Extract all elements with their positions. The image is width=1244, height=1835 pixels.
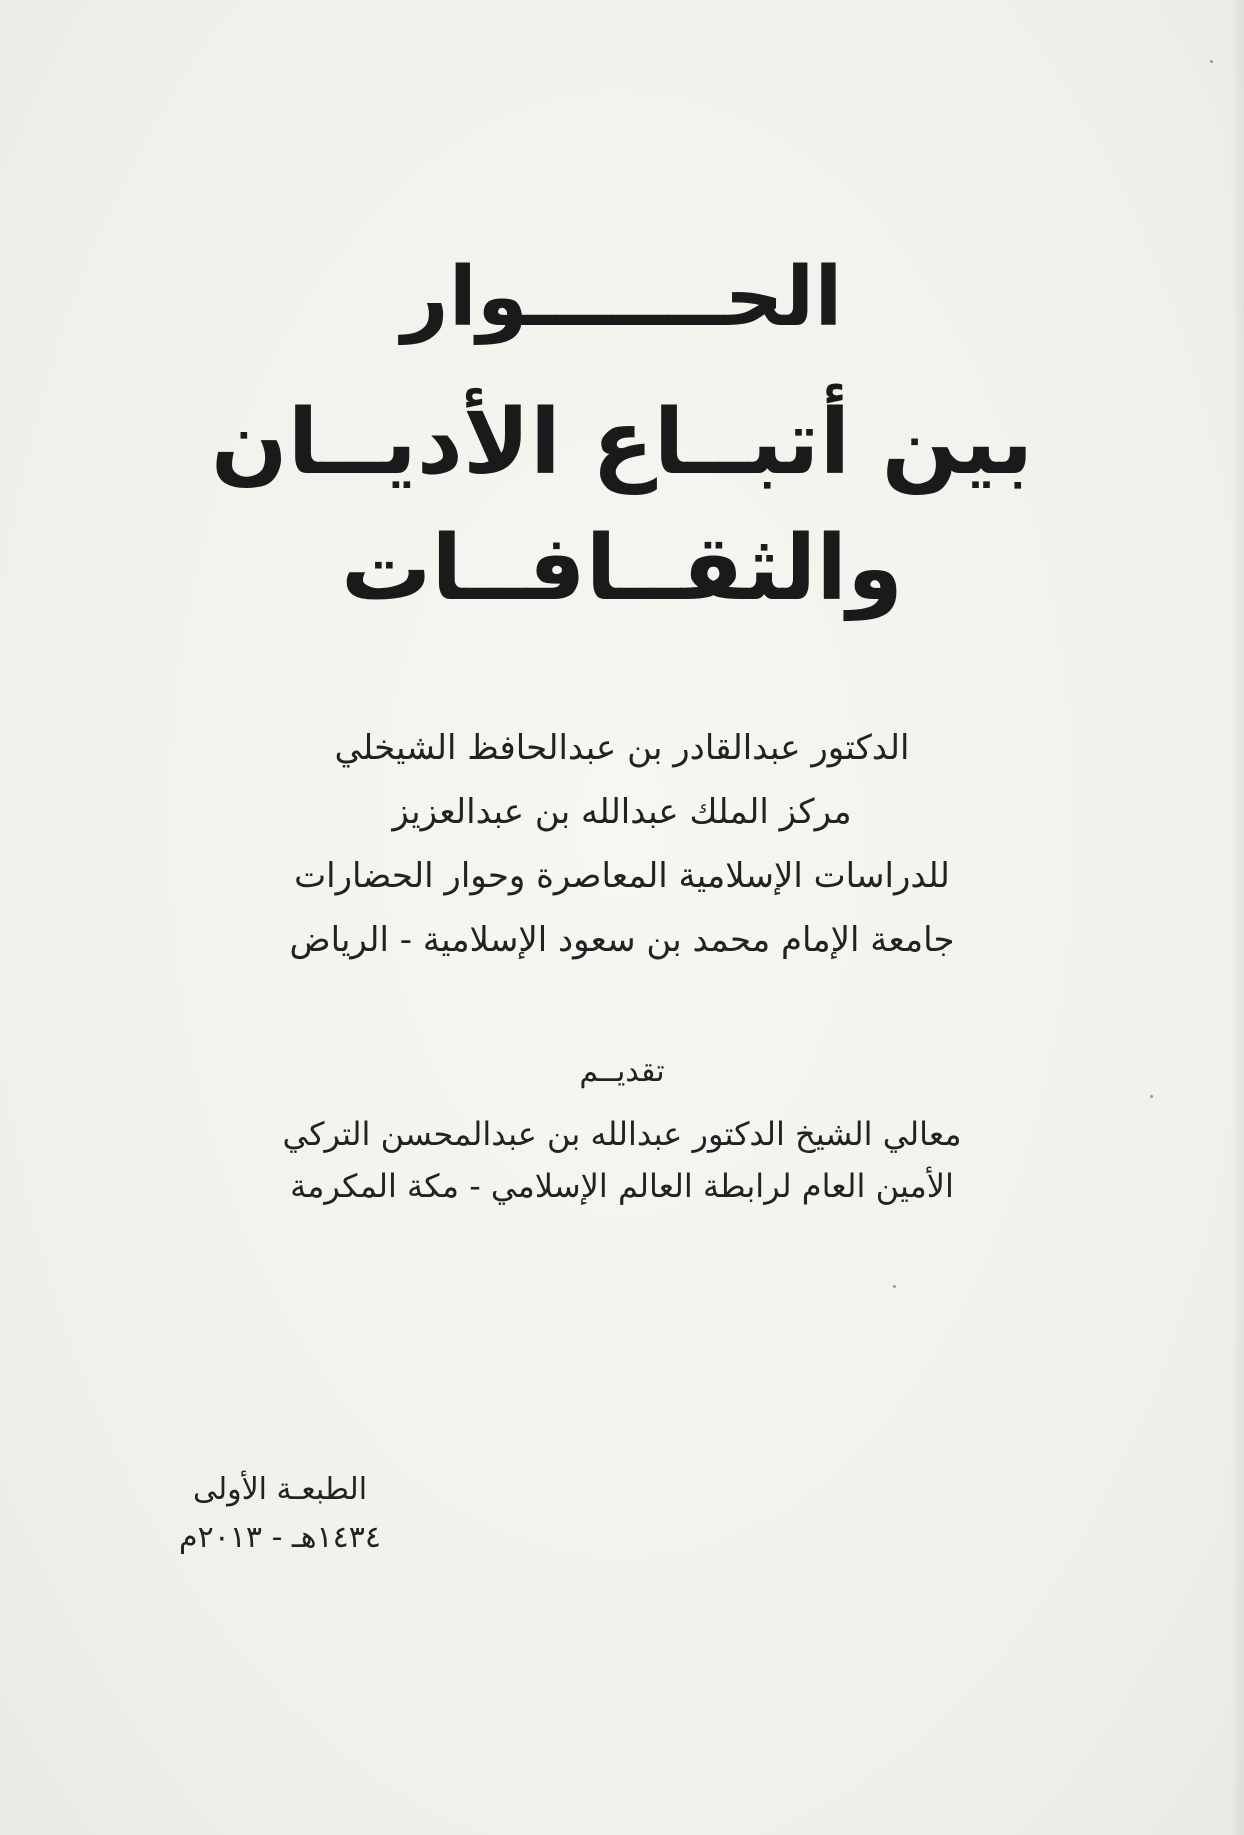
edition-label: الطبعـة الأولى [192, 1472, 368, 1507]
author-affiliation-2: للدراسات الإسلامية المعاصرة وحوار الحضارات [294, 856, 950, 896]
title-line-3: والثقــافــات [340, 516, 904, 621]
preface-line-2: الأمين العام لرابطة العالم الإسلامي - مكة المكرمة [290, 1167, 954, 1205]
author-affiliation-1: مركز الملك عبدالله بن عبدالعزيز [392, 792, 852, 832]
title-line-1: الحـــــــوار [401, 250, 843, 345]
preface-label: تقديــم [579, 1054, 665, 1089]
scan-speck [893, 1285, 896, 1288]
scan-speck [1210, 60, 1213, 63]
edition-date: ١٤٣٤هـ - ٢٠١٣م [179, 1520, 381, 1555]
title-line-2: بين أتبــاع الأديــان [210, 390, 1034, 495]
author-name: الدكتور عبدالقادر بن عبدالحافظ الشيخلي [334, 728, 910, 768]
scan-speck [1150, 1095, 1153, 1098]
preface-line-1: معالي الشيخ الدكتور عبدالله بن عبدالمحسن التركي [282, 1115, 962, 1153]
author-affiliation-3: جامعة الإمام محمد بن سعود الإسلامية - الرياض [289, 920, 955, 960]
